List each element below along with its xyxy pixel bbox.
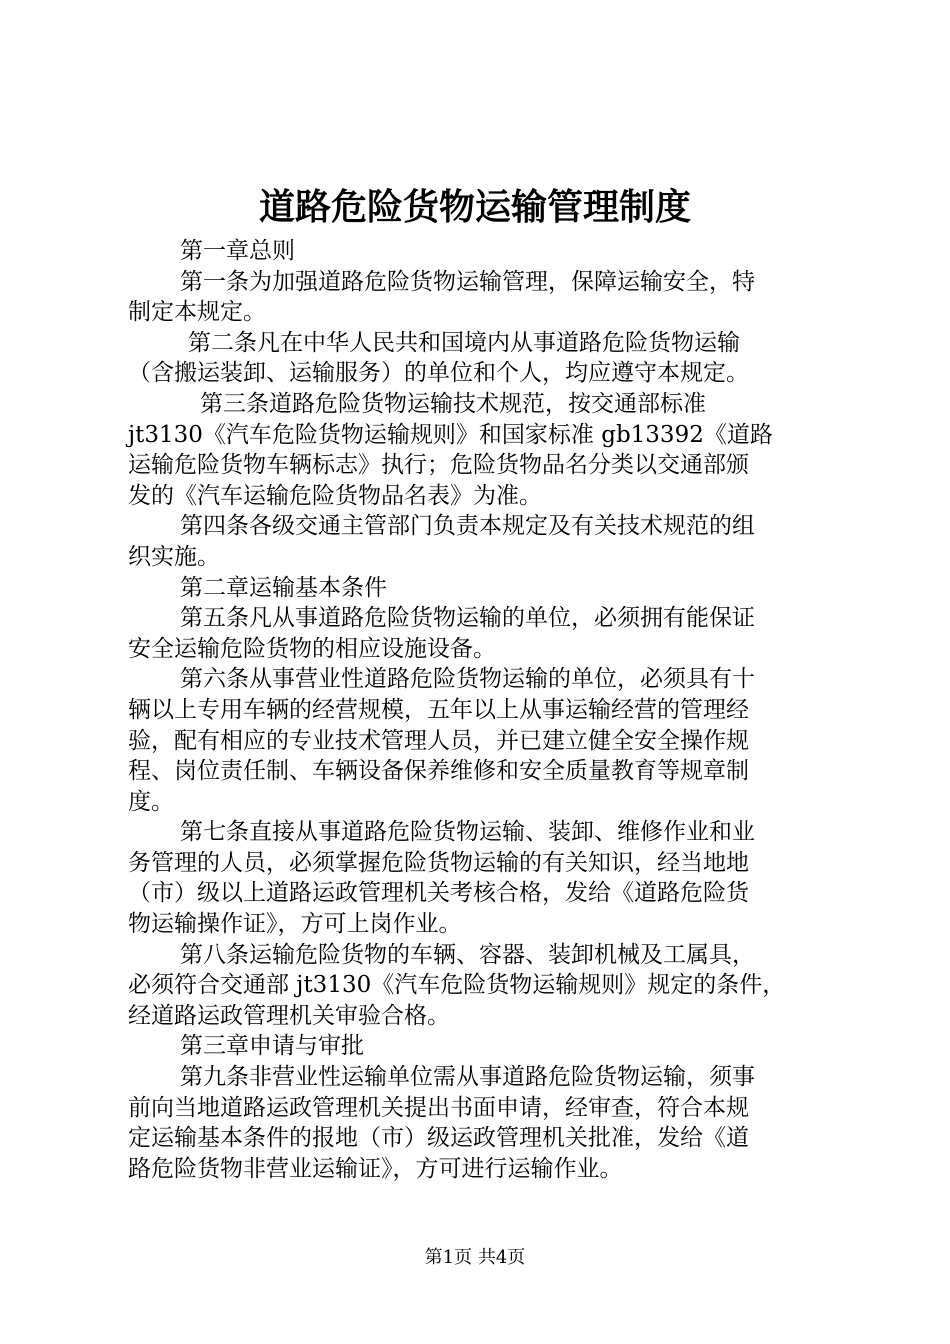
paragraph-line: 经道路运政管理机关审验合格。 [128,1002,450,1029]
paragraph-line: 第五条凡从事道路危险货物运输的单位，必须拥有能保证 [180,605,755,632]
paragraph-line: 第九条非营业性运输单位需从事道路危险货物运输，须事 [180,1064,755,1091]
document-title: 道路危险货物运输管理制度 [258,186,691,228]
paragraph-line: 第六条从事营业性道路危险货物运输的单位，必须具有十 [180,666,755,693]
paragraph-line: 第七条直接从事道路危险货物运输、装卸、维修作业和业 [180,819,755,846]
paragraph-line: 务管理的人员，必须掌握危险货物运输的有关知识，经当地地 [128,849,749,876]
paragraph-line: 制定本规定。 [128,299,266,326]
paragraph-line: 第三条道路危险货物运输技术规范，按交通部标准 [200,390,706,417]
paragraph-line: 织实施。 [128,543,220,570]
paragraph-line: 物运输操作证》，方可上岗作业。 [128,911,462,938]
paragraph-line: 第八条运输危险货物的车辆、容器、装卸机械及工属具， [180,941,755,968]
paragraph-line: 定运输基本条件的报地（市）级运政管理机关批准，发给《道 [128,1125,749,1152]
paragraph-line: 第一条为加强道路危险货物运输管理，保障运输安全，特 [180,268,755,295]
paragraph-line: 度。 [128,788,174,815]
paragraph-line: 辆以上专用车辆的经营规模，五年以上从事运输经营的管理经 [128,696,749,723]
chapter-heading: 第三章申请与审批 [180,1033,364,1060]
document-body [128,236,828,1184]
chapter-heading: 第一章总则 [180,238,295,264]
chapter-heading: 第二章运输基本条件 [180,574,387,601]
paragraph-line: 前向当地道路运政管理机关提出书面申请，经审查，符合本规 [128,1094,749,1121]
paragraph-line: 安全运输危险货物的相应设施设备。 [128,635,496,662]
paragraph-line: 路危险货物非营业运输证》，方可进行运输作业。 [128,1155,623,1182]
paragraph-line: 发的《汽车运输危险货物品名表》为准。 [128,482,542,509]
paragraph-line: 必须符合交通部 jt3130《汽车危险货物运输规则》规定的条件， [128,972,786,999]
paragraph-line: 运输危险货物车辆标志》执行；危险货物品名分类以交通部颁 [128,452,749,479]
paragraph-line: 第四条各级交通主管部门负责本规定及有关技术规范的组 [180,513,755,540]
paragraph-line: jt3130《汽车危险货物运输规则》和国家标准 gb13392《道路 [128,421,773,448]
page-number-footer: 第1页 共4页 [424,1247,526,1268]
paragraph-line: 验，配有相应的专业技术管理人员，并已建立健全安全操作规 [128,727,749,754]
paragraph-line: 程、岗位责任制、车辆设备保养维修和安全质量教育等规章制 [128,758,749,785]
paragraph-line: 第二条凡在中华人民共和国境内从事道路危险货物运输 [188,329,740,356]
paragraph-line: （含搬运装卸、运输服务）的单位和个人，均应遵守本规定。 [128,360,749,387]
paragraph-line: （市）级以上道路运政管理机关考核合格，发给《道路危险货 [128,880,749,907]
